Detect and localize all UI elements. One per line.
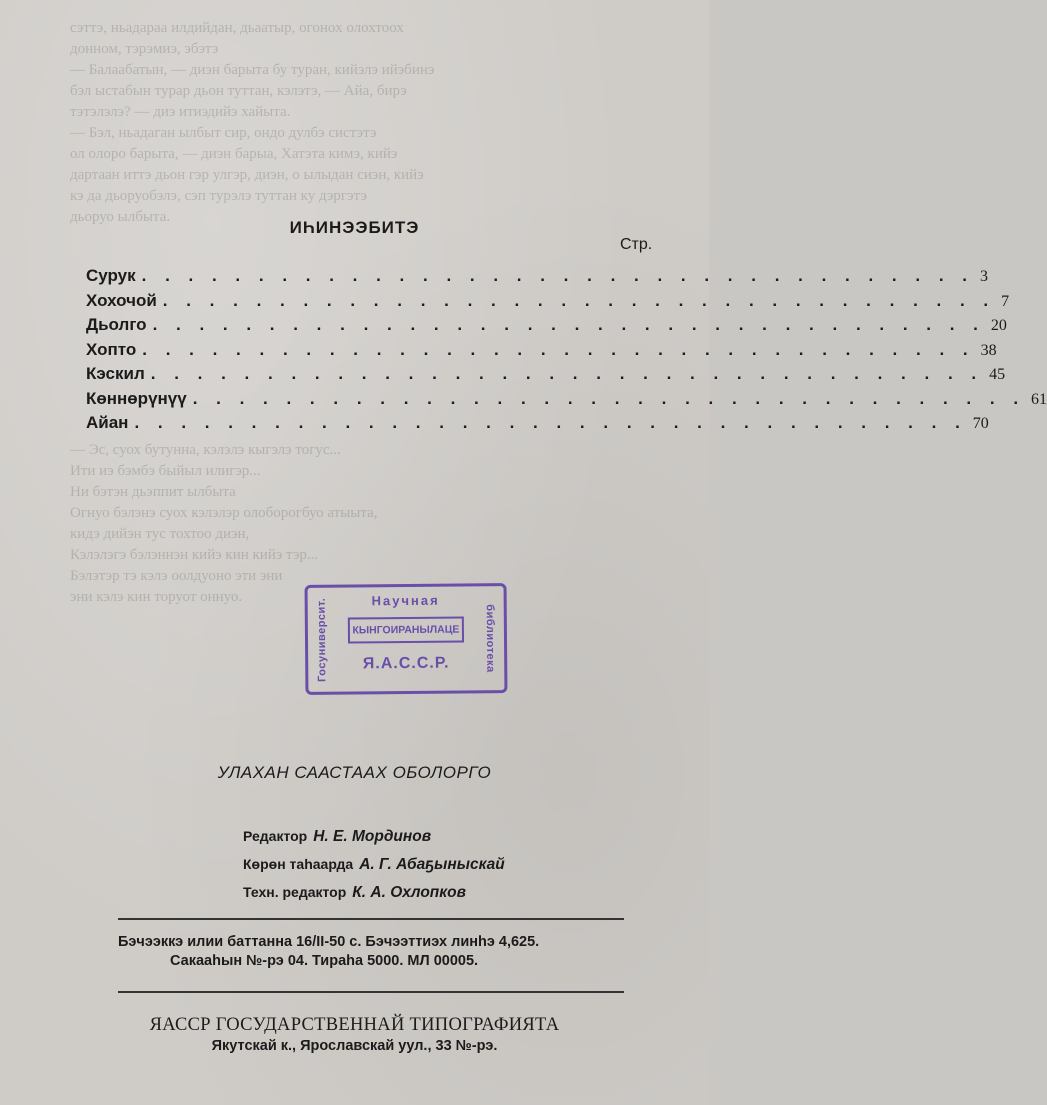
toc-entry <box>86 266 988 291</box>
printer-name: ЯАССР ГОСУДАРСТВЕННАЙ ТИПОГРАФИЯТА <box>149 1015 560 1035</box>
bleed-line: Огнуо бэлэнэ суох кэлэлэр олоборогбуо атыыта, <box>70 505 378 521</box>
stamp-right-label <box>479 590 502 686</box>
bleed-line: сэттэ, ньадараа илдийдан, дьаатыр, огонох олохтоох <box>70 20 404 36</box>
stamp-left-text: Госуниверсит. <box>315 597 329 682</box>
bleed-line: ол олоро барыта, — диэн барыа, Хатэта кимэ, кийэ <box>70 146 398 162</box>
credit-line <box>243 856 505 884</box>
toc-entry-title: Айан <box>86 413 129 432</box>
toc-entry-page: 70 <box>972 415 989 432</box>
book-title: УЛАХАН СААСТААХ ОБОЛОРГО <box>217 763 492 782</box>
bleed-line: Кэлэлэгэ бэлэннэн кийэ кин кийэ тэр... <box>70 547 319 563</box>
toc-entry-title: Көннөрүнүү <box>86 388 187 408</box>
credit-line <box>243 884 505 912</box>
toc-entry-title: Сурук <box>86 266 136 285</box>
toc-entry <box>86 290 1010 316</box>
imprint-line-1: Бэчээккэ илии баттанна 16/II-50 с. Бэчээттиэх линһэ 4,625. <box>118 934 540 950</box>
toc-leader-dots: . . . . . . . . . . . . . . . . . . . . . . . . . . . . . . . . . . . . <box>134 413 967 432</box>
credit-role: Техн. редактор <box>243 884 347 900</box>
toc-entry-page: 3 <box>979 268 988 285</box>
bleed-line: Ни бэтэн дьэппит ылбыта <box>70 484 236 500</box>
credit-person: А. Г. Абаҕыныскай <box>359 856 505 873</box>
bleed-line: тэтэлэлэ? — диэ итиэдийэ хайыта. <box>70 104 291 120</box>
toc-entry-page: 45 <box>989 366 1006 383</box>
toc-entry <box>86 339 997 365</box>
bleed-line: бэл ыстабын турар дьон туттан, кэлэтэ, — Айа, бирэ <box>70 83 407 99</box>
toc-leader-dots: . . . . . . . . . . . . . . . . . . . . . . . . . . . . . . . . . . . . <box>162 290 996 310</box>
credit-line <box>243 828 505 856</box>
imprint-line-2: Сакааһын №-рэ 04. Тираһа 5000. МЛ 00005. <box>170 953 479 969</box>
bleed-line: Ити иэ бэмбэ быйыл илигэр... <box>70 463 261 479</box>
bleed-line: кидэ дийэн тус тохтоо диэн, <box>70 526 250 542</box>
toc-leader-dots: . . . . . . . . . . . . . . . . . . . . . . . . . . . . . . . . . . . . <box>152 315 985 334</box>
bleed-through-bottom <box>70 440 680 608</box>
toc-entry-page: 20 <box>990 317 1007 334</box>
credit-person: К. А. Охлопков <box>352 884 466 901</box>
toc-entry-page: 38 <box>980 341 997 359</box>
toc-entry <box>86 364 1006 389</box>
toc-entry-title: Хохочой <box>86 290 157 310</box>
toc-leader-dots: . . . . . . . . . . . . . . . . . . . . . . . . . . . . . . . . . . . . <box>150 364 984 383</box>
toc-entry-page: 61 <box>1031 390 1047 408</box>
bleed-line: донном, тэрэмиэ, эбэтэ <box>70 41 219 57</box>
stamp-left-label <box>311 592 334 688</box>
toc-entry-page: 7 <box>1001 292 1010 310</box>
toc-entry-title: Кэскил <box>86 364 145 383</box>
bleed-line: дьоруо ылбыта. <box>70 209 171 225</box>
toc-leader-dots: . . . . . . . . . . . . . . . . . . . . . . . . . . . . . . . . . . . . <box>192 388 1026 408</box>
toc-entry-title: Дьолго <box>86 315 147 334</box>
printer-address: Якутскай к., Ярославскай уул., 33 №-рэ. <box>211 1038 498 1054</box>
credits-block <box>243 828 505 912</box>
bleed-through-top <box>70 18 680 228</box>
bleed-line: дартаан иттэ дьон гэр улгэр, диэн, о ылыдан сиэн, кийэ <box>70 167 424 183</box>
credit-role: Көрөн таһаарда <box>243 856 354 872</box>
bleed-line: Бэлэтэр тэ кэлэ оолдуоно эти эни <box>70 568 283 584</box>
toc-leader-dots: . . . . . . . . . . . . . . . . . . . . . . . . . . . . . . . . . . . . <box>141 266 974 285</box>
toc-entry-title: Хопто <box>86 339 137 359</box>
bleed-line: — Бэл, ньадаган ылбыт сир, ондо дулбэ систэтэ <box>70 125 377 141</box>
library-stamp <box>305 583 508 695</box>
stamp-top-text: Научная <box>371 592 440 609</box>
toc-entry <box>86 413 989 438</box>
stamp-box-text: КЫНГОИРАНЫЛАЦЕ <box>348 616 464 643</box>
toc-entry <box>86 388 1047 414</box>
bleed-line: кэ да дьоруобэлэ, сэп турэлэ туттан ку дэргэтэ <box>70 188 367 204</box>
toc-leader-dots: . . . . . . . . . . . . . . . . . . . . . . . . . . . . . . . . . . . . <box>142 339 975 359</box>
stamp-bottom-text: Я.А.С.С.Р. <box>362 654 450 673</box>
imprint-block <box>118 934 539 969</box>
bleed-line: — Эс, суох бутунна, кэлэлэ кыгэлэ тогус... <box>70 442 341 458</box>
toc-page-header: Стр. <box>620 236 653 253</box>
bleed-line: — Балаабатын, — диэн барыта бу туран, кийэлэ ийэбинэ <box>70 62 435 78</box>
bleed-line: эни кэлэ кин торуот оннуо. <box>70 589 243 605</box>
toc-title: ИҺИНЭЭБИТЭ <box>289 218 420 237</box>
credit-role: Редактор <box>243 828 308 844</box>
table-of-contents <box>86 266 1047 438</box>
toc-entry <box>86 315 1007 340</box>
stamp-right-text: библиотека <box>483 604 497 673</box>
printer-block <box>0 1015 709 1054</box>
credit-person: Н. Е. Мординов <box>313 828 432 845</box>
divider-rule-bottom <box>118 991 624 993</box>
divider-rule-top <box>118 918 624 920</box>
